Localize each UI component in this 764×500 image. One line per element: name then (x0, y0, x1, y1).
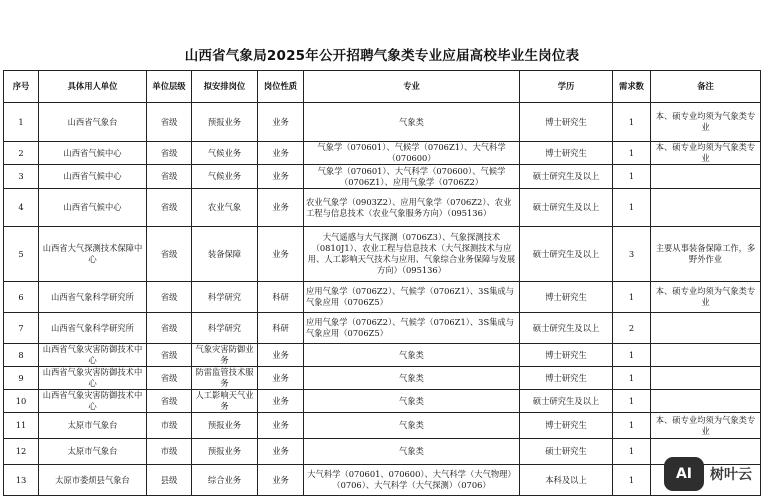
cell-level: 县级 (147, 465, 192, 496)
cell-post: 科学研究 (192, 282, 258, 313)
cell-nature: 业务 (258, 367, 304, 390)
cell-count: 2 (613, 313, 651, 344)
cell-unit: 太原市气象台 (39, 439, 147, 465)
header-level: 单位层级 (147, 71, 192, 103)
table-row (4, 282, 761, 313)
table-row (4, 465, 761, 496)
cell-major: 气象类 (304, 413, 520, 439)
header-nature: 岗位性质 (258, 71, 304, 103)
cell-post: 农业气象 (192, 189, 258, 227)
cell-major: 气象类 (304, 367, 520, 390)
cell-nature: 业务 (258, 142, 304, 165)
cell-major: 应用气象学（0706Z2）、气候学（0706Z1）、3S集成与气象应用（0706Z5） (304, 282, 520, 313)
cell-note (651, 313, 761, 344)
cell-no: 2 (4, 142, 39, 165)
header-post: 拟安排岗位 (192, 71, 258, 103)
cell-level: 省级 (147, 142, 192, 165)
cell-nature: 业务 (258, 189, 304, 227)
cell-no: 9 (4, 367, 39, 390)
cell-level: 省级 (147, 227, 192, 282)
cell-major: 应用气象学（0706Z2）、气候学（0706Z1）、3S集成与气象应用（0706Z5） (304, 313, 520, 344)
cell-nature: 业务 (258, 103, 304, 142)
cell-count: 1 (613, 189, 651, 227)
table-row (4, 313, 761, 344)
cell-nature: 业务 (258, 344, 304, 367)
table-row (4, 367, 761, 390)
cell-nature: 业务 (258, 413, 304, 439)
table-row (4, 142, 761, 165)
cell-note: 本、硕专业均须为气象类专业 (651, 282, 761, 313)
header-no: 序号 (4, 71, 39, 103)
cell-major: 气象类 (304, 390, 520, 413)
cell-post: 预报业务 (192, 103, 258, 142)
cell-no: 5 (4, 227, 39, 282)
header-unit: 具体用人单位 (39, 71, 147, 103)
cell-level: 省级 (147, 313, 192, 344)
cell-note (651, 390, 761, 413)
cell-edu: 硕士研究生及以上 (520, 313, 613, 344)
cell-nature: 业务 (258, 227, 304, 282)
cell-major: 气象学（070601）、气候学（0706Z1）、大气科学（070600） (304, 142, 520, 165)
cell-no: 6 (4, 282, 39, 313)
cell-unit: 山西省气象灾害防御技术中心 (39, 344, 147, 367)
cell-unit: 太原市气象台 (39, 413, 147, 439)
watermark-logo: AI (664, 457, 704, 491)
cell-post: 气候业务 (192, 165, 258, 189)
cell-unit: 山西省气象台 (39, 103, 147, 142)
cell-no: 12 (4, 439, 39, 465)
cell-post: 综合业务 (192, 465, 258, 496)
cell-edu: 博士研究生 (520, 344, 613, 367)
cell-post: 装备保障 (192, 227, 258, 282)
cell-count: 1 (613, 413, 651, 439)
cell-count: 1 (613, 367, 651, 390)
cell-count: 3 (613, 227, 651, 282)
cell-level: 省级 (147, 367, 192, 390)
cell-major: 大气遥感与大气探测（0706Z3）、气象探测技术（0810J1）、农业工程与信息技术（大气探测技术与应用、人工影响天气技术与应用、气象综合业务保障与发展方向）（095136） (304, 227, 520, 282)
cell-unit: 山西省气候中心 (39, 189, 147, 227)
cell-no: 1 (4, 103, 39, 142)
cell-edu: 硕士研究生 (520, 439, 613, 465)
cell-nature: 业务 (258, 439, 304, 465)
cell-level: 省级 (147, 189, 192, 227)
cell-note (651, 344, 761, 367)
header-major: 专业 (304, 71, 520, 103)
cell-post: 科学研究 (192, 313, 258, 344)
table-row (4, 103, 761, 142)
cell-major: 大气科学（070601、070600）、大气科学（大气物理）（0706）、大气科学（大气探测）（0706） (304, 465, 520, 496)
table-row (4, 344, 761, 367)
cell-note: 本、硕专业均须为气象类专业 (651, 413, 761, 439)
cell-major: 气象类 (304, 344, 520, 367)
cell-level: 省级 (147, 390, 192, 413)
cell-edu: 博士研究生 (520, 142, 613, 165)
table-row (4, 390, 761, 413)
table-row (4, 189, 761, 227)
cell-edu: 硕士研究生及以上 (520, 165, 613, 189)
cell-post: 防雷监管技术服务 (192, 367, 258, 390)
cell-major: 气象类 (304, 439, 520, 465)
cell-level: 省级 (147, 282, 192, 313)
cell-level: 省级 (147, 165, 192, 189)
cell-no: 11 (4, 413, 39, 439)
cell-nature: 业务 (258, 465, 304, 496)
cell-no: 8 (4, 344, 39, 367)
cell-note (651, 165, 761, 189)
cell-no: 13 (4, 465, 39, 496)
cell-unit: 山西省气象科学研究所 (39, 282, 147, 313)
cell-count: 1 (613, 165, 651, 189)
cell-post: 气象灾害防御业务 (192, 344, 258, 367)
header-count: 需求数 (613, 71, 651, 103)
cell-note: 主要从事装备保障工作，多野外作业 (651, 227, 761, 282)
cell-no: 3 (4, 165, 39, 189)
cell-level: 省级 (147, 344, 192, 367)
cell-post: 人工影响天气业务 (192, 390, 258, 413)
cell-nature: 业务 (258, 165, 304, 189)
cell-unit: 山西省气候中心 (39, 165, 147, 189)
cell-post: 气候业务 (192, 142, 258, 165)
table-row (4, 227, 761, 282)
cell-edu: 硕士研究生及以上 (520, 227, 613, 282)
cell-edu: 硕士研究生及以上 (520, 390, 613, 413)
cell-major: 气象类 (304, 103, 520, 142)
cell-level: 省级 (147, 103, 192, 142)
cell-nature: 科研 (258, 282, 304, 313)
cell-unit: 山西省气象科学研究所 (39, 313, 147, 344)
cell-level: 市级 (147, 413, 192, 439)
cell-edu: 博士研究生 (520, 103, 613, 142)
cell-count: 1 (613, 103, 651, 142)
watermark-brand: 树叶云 (710, 467, 752, 483)
cell-edu: 本科及以上 (520, 465, 613, 496)
cell-note (651, 367, 761, 390)
header-edu: 学历 (520, 71, 613, 103)
cell-no: 7 (4, 313, 39, 344)
table-row (4, 439, 761, 465)
cell-edu: 博士研究生 (520, 367, 613, 390)
cell-major: 气象学（070601）、大气科学（070600）、气候学（0706Z1）、应用气象学（0706Z2） (304, 165, 520, 189)
cell-note: 本、硕专业均须为气象类专业 (651, 142, 761, 165)
page-title: 山西省气象局2025年公开招聘气象类专业应届高校毕业生岗位表 (184, 48, 580, 64)
cell-note: 本、硕专业均须为气象类专业 (651, 103, 761, 142)
positions-table (3, 70, 761, 496)
table-header-row (4, 71, 761, 103)
cell-nature: 科研 (258, 313, 304, 344)
cell-count: 1 (613, 344, 651, 367)
cell-unit: 太原市娄烦县气象台 (39, 465, 147, 496)
cell-edu: 硕士研究生及以上 (520, 189, 613, 227)
cell-post: 预报业务 (192, 439, 258, 465)
table-row (4, 413, 761, 439)
cell-count: 1 (613, 390, 651, 413)
watermark (664, 454, 762, 494)
cell-count: 1 (613, 282, 651, 313)
header-note: 备注 (651, 71, 761, 103)
cell-major: 农业气象学（0903Z2）、应用气象学（0706Z2）、农业工程与信息技术（农业气象服务方向）（095136） (304, 189, 520, 227)
cell-nature: 业务 (258, 390, 304, 413)
cell-unit: 山西省大气探测技术保障中心 (39, 227, 147, 282)
cell-unit: 山西省气象灾害防御技术中心 (39, 390, 147, 413)
cell-unit: 山西省气象灾害防御技术中心 (39, 367, 147, 390)
cell-note (651, 189, 761, 227)
cell-count: 1 (613, 142, 651, 165)
cell-post: 预报业务 (192, 413, 258, 439)
cell-edu: 博士研究生 (520, 282, 613, 313)
cell-no: 4 (4, 189, 39, 227)
cell-edu: 博士研究生 (520, 413, 613, 439)
cell-level: 市级 (147, 439, 192, 465)
cell-count: 1 (613, 465, 651, 496)
table-row (4, 165, 761, 189)
cell-unit: 山西省气候中心 (39, 142, 147, 165)
cell-count: 1 (613, 439, 651, 465)
cell-no: 10 (4, 390, 39, 413)
